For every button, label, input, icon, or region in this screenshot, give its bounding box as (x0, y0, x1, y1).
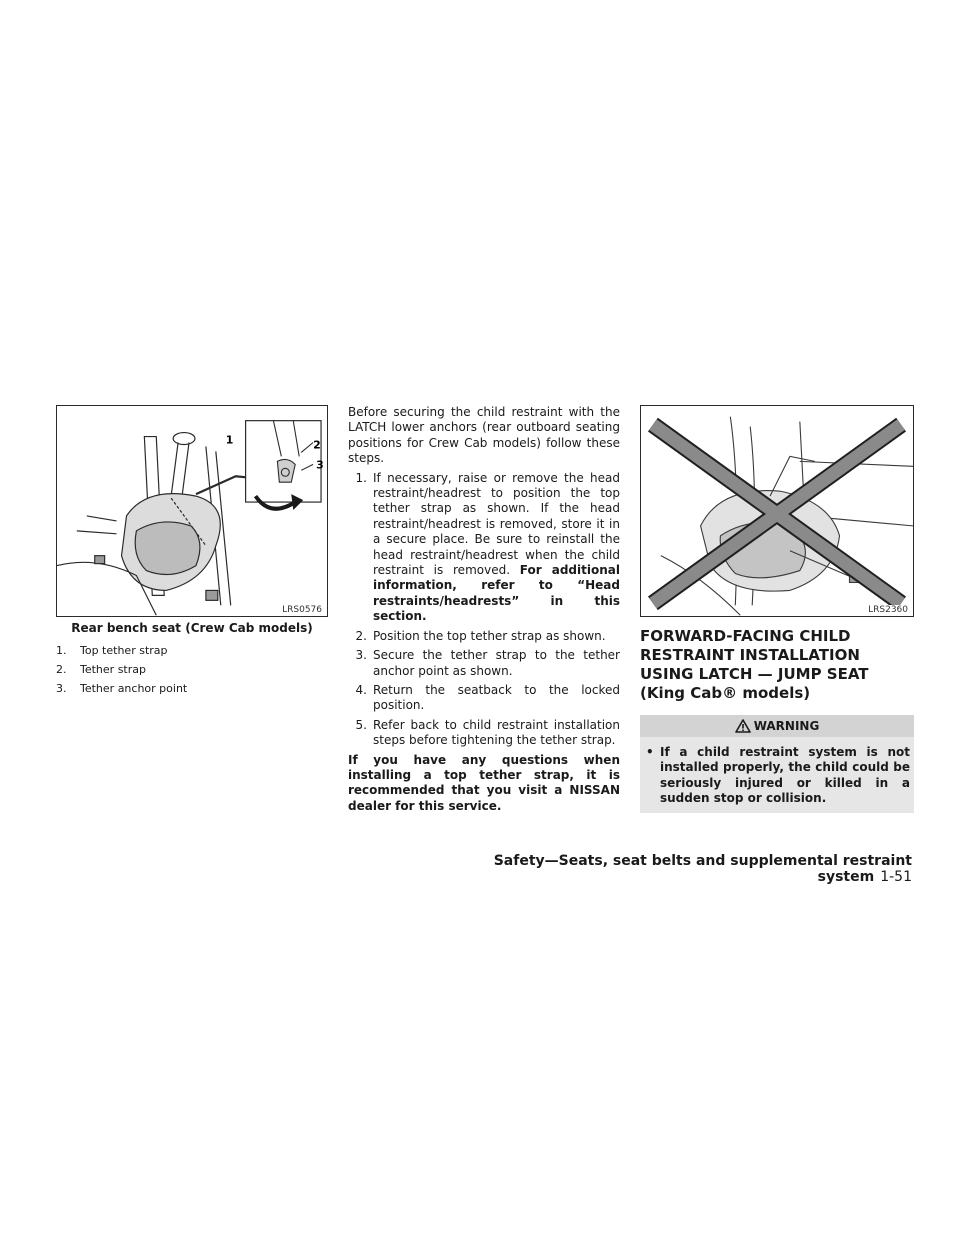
right-column (640, 405, 914, 813)
figure-code: LRS0576 (282, 605, 322, 615)
warning-label: WARNING (753, 719, 820, 733)
section-heading: FORWARD-FACING CHILD RESTRAINT INSTALLATION USING LATCH — JUMP SEAT (King Cab® models) (640, 627, 869, 702)
page-footer (426, 853, 912, 885)
step-item: 5. Refer back to child restraint installation steps before tightening the tether strap. (355, 717, 620, 748)
warning-box (640, 715, 914, 813)
page-number: 1-51 (880, 869, 912, 885)
step-item: 4. Return the seatback to the locked position. (355, 682, 620, 713)
step-item: 1. If necessary, raise or remove the head restraint/headrest to position the top tether strap as shown. If the head restraint/headrest is removed, store it in a secure place. Be sure to reinstall the head restraint/headrest when the child restraint is removed. For additional information, refer to “Head restraints/headrests” in this section. (355, 470, 620, 624)
legend-item: 3. Tether anchor point (56, 682, 188, 695)
step-item: 3. Secure the tether strap to the tether anchor point as shown. (355, 648, 620, 678)
figure-rear-bench-seat (56, 405, 328, 617)
warning-item: • If a child restraint system is not installed properly, the child could be seriously injured or killed in a sudden stop or collision. (646, 745, 910, 806)
figure-code: LRS2360 (868, 605, 908, 615)
legend-item: 1. Top tether strap (56, 644, 168, 657)
callout-3: 3 (316, 458, 324, 472)
legend-item: 2. Tether strap (56, 663, 146, 676)
warning-text: If a child restraint system is not installed properly, the child could be seriously injured or killed in a sudden stop or collision. (660, 745, 910, 806)
step-item: 2. Position the top tether strap as shown. (355, 628, 606, 643)
prohibited-installation-illustration (641, 406, 913, 616)
footer-section-title: Safety—Seats, seat belts and supplemental restraint system (493, 853, 912, 885)
steps-list (348, 471, 620, 749)
middle-column (348, 405, 620, 818)
figure-legend (56, 641, 328, 698)
warning-triangle-icon (735, 719, 751, 733)
intro-paragraph: Before securing the child restraint with the LATCH lower anchors (rear outboard seating positions for Crew Cab models) follow these steps. (348, 405, 620, 466)
figure-caption: Rear bench seat (Crew Cab models) (71, 621, 313, 635)
callout-1: 1 (225, 433, 234, 447)
cross-reference: For additional information, refer to “Head restraints/headrests” in this section. (373, 563, 620, 624)
left-column (56, 405, 328, 698)
figure-jump-seat-prohibited (640, 405, 914, 617)
tether-strap-illustration (57, 406, 327, 616)
closing-note: If you have any questions when installing a top tether strap, it is recommended that you visit a NISSAN dealer for this service. (348, 752, 620, 813)
callout-2: 2 (313, 438, 321, 452)
warning-header (640, 715, 914, 737)
